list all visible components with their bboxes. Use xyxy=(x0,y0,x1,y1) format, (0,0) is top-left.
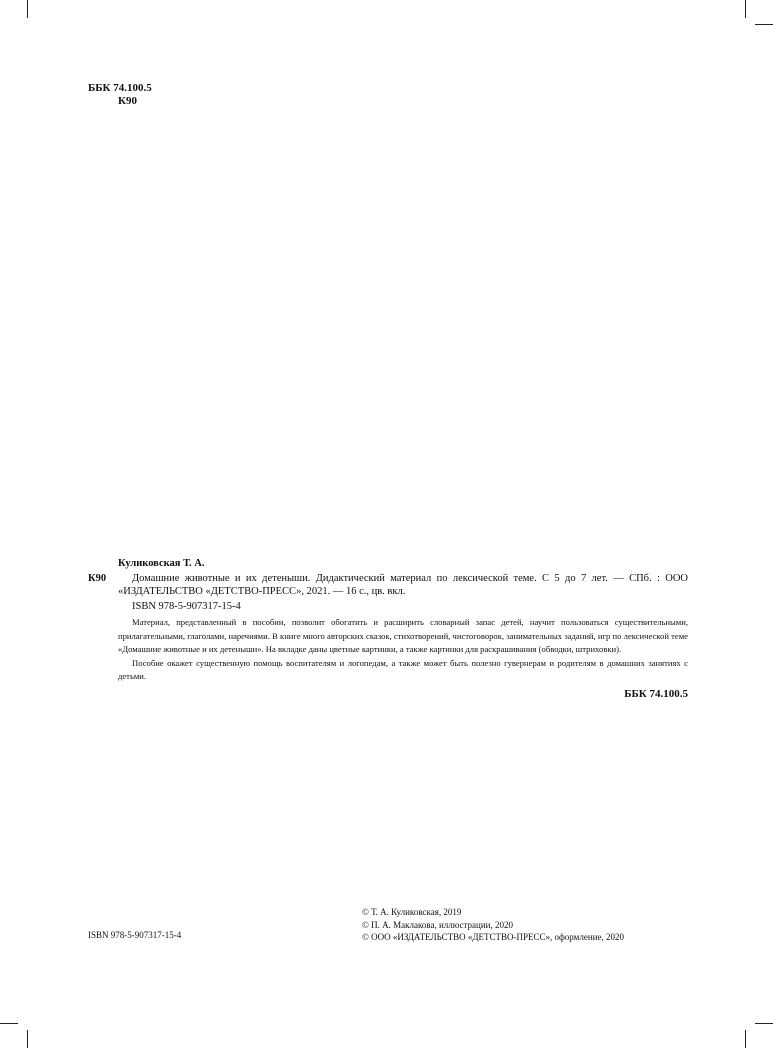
bbk-code: ББК 74.100.5 xyxy=(88,82,152,94)
card-title-line: Домашние животные и их детеныши. Дидактический материал по лексической теме. С 5 до 7 лет. — СПб. : ООО «ИЗДАТЕЛЬСТВО «ДЕТСТВО-ПРЕСС», 2021. — 16 с., цв. вкл. xyxy=(118,573,688,597)
annotation-paragraph: Материал, представленный в пособии, позволит обогатить и расширить словарный запас детей, научит пользоваться существительными, прилагательными, глаголами, наречиями. В книге много авторских сказок, стихотворений, чистоговорок, занимательных заданий, игр по лексической теме «Домашние животные и их детеныши». На вкладке даны цветные картинки, а также картинки для раскрашивания (обводки, штриховки). xyxy=(118,617,688,654)
crop-mark-bottom-left xyxy=(27,1030,28,1048)
catalog-card xyxy=(88,557,688,701)
copyright-line: © ООО «ИЗДАТЕЛЬСТВО «ДЕТСТВО-ПРЕСС», оформление, 2020 xyxy=(362,932,624,942)
card-bbk-code: ББК 74.100.5 xyxy=(624,687,688,700)
crop-mark-bottom-right-h xyxy=(755,1023,773,1024)
crop-mark-top-right xyxy=(745,0,746,18)
footer-isbn: ISBN 978-5-907317-15-4 xyxy=(88,930,182,940)
copyright-line: © П. А. Маклакова, иллюстрации, 2020 xyxy=(362,919,513,930)
card-author-mark: К90 xyxy=(88,573,107,584)
author-mark: К90 xyxy=(118,95,137,107)
crop-mark-bottom-right xyxy=(745,1030,746,1048)
copyright-line: © Т. А. Куликовская, 2019 xyxy=(362,907,462,917)
annotation-paragraph: Пособие окажет существенную помощь воспитателям и логопедам, а также может быть полезно гувернерам и родителям в домашних занятиях с детьми. xyxy=(118,657,688,681)
card-author: Куликовская Т. А. xyxy=(118,558,205,569)
crop-mark-top-left xyxy=(27,0,28,18)
card-isbn: ISBN 978-5-907317-15-4 xyxy=(132,601,241,612)
crop-mark-bottom-left-h xyxy=(0,1023,18,1024)
bbk-header xyxy=(88,82,152,108)
card-annotation xyxy=(88,616,688,684)
crop-mark-top-right-h xyxy=(755,24,773,25)
copyright-block xyxy=(362,906,624,944)
card-entry xyxy=(88,572,688,598)
